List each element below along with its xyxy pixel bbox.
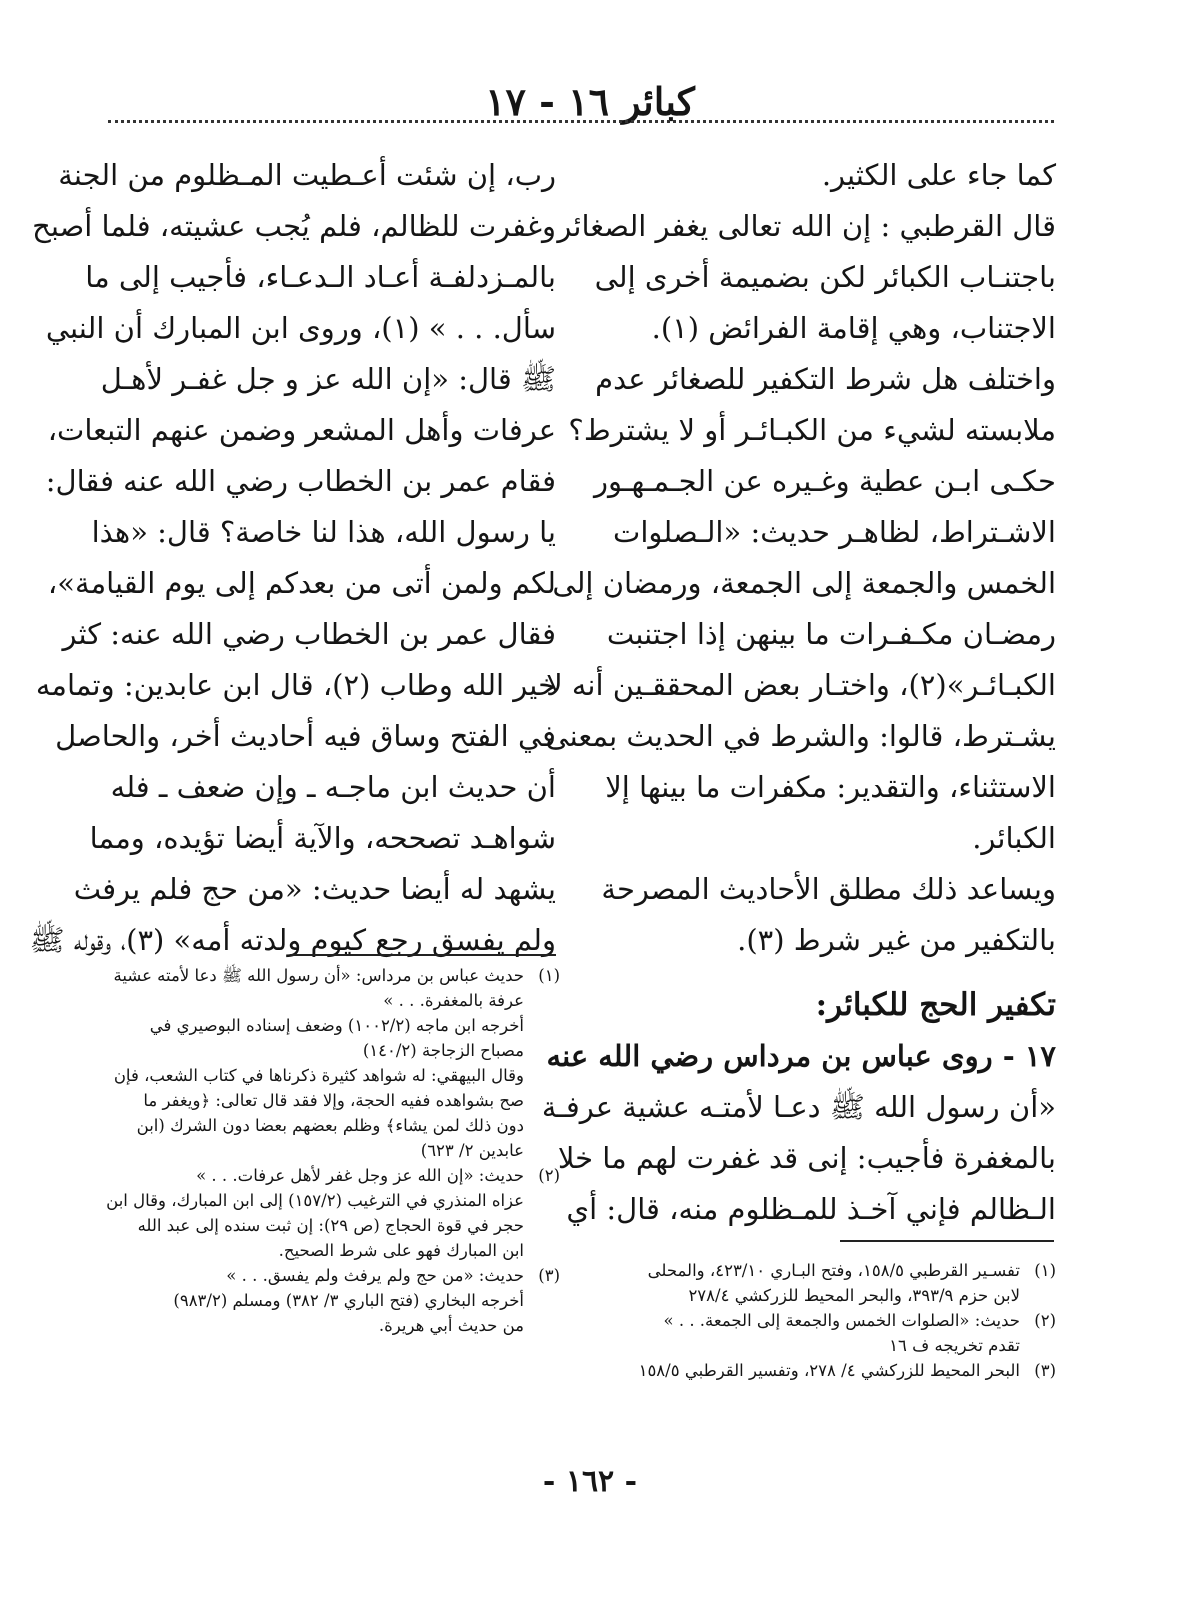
footnote-line: من حديث أبي هريرة. bbox=[378, 1316, 524, 1335]
footnote bbox=[108, 1163, 560, 1263]
text-line: الكبائر. bbox=[972, 821, 1056, 855]
text-line: خير الله وطاب (٢)، قال ابن عابدين: وتمامه bbox=[35, 668, 556, 702]
footnote-line: تقدم تخريجه ف ١٦ bbox=[889, 1336, 1020, 1355]
footnote-line: صح بشواهده ففيه الحجة، وإلا فقد قال تعالى: ﴿ويغفر ما bbox=[143, 1091, 524, 1110]
footnote-number: (١) bbox=[1034, 1261, 1056, 1280]
text-line: بالتكفير من غير شرط (٣). bbox=[737, 923, 1056, 957]
text-line: في الفتح وساق فيه أحاديث أخر، والحاصل bbox=[55, 719, 556, 753]
text-line: الاجتناب، وهي إقامة الفرائض (١). bbox=[651, 311, 1056, 345]
text-line: واختلف هل شرط التكفير للصغائر عدم bbox=[595, 362, 1056, 396]
text-line: شواهـد تصححه، والآية أيضا تؤيده، ومما bbox=[89, 821, 556, 855]
hadith-line: الـظالم فإني آخـذ للمـظلوم منه، قال: أي bbox=[566, 1192, 1056, 1226]
text-line: قال القرطبي : إن الله تعالى يغفر الصغائر bbox=[557, 209, 1056, 243]
footnote bbox=[108, 963, 560, 1163]
text-line: الاستثناء، والتقدير: مكفرات ما بينها إلا bbox=[605, 770, 1056, 804]
footnote-rule-left bbox=[290, 954, 556, 956]
footnote bbox=[108, 1263, 560, 1338]
text-line: لكم ولمن أتى من بعدكم إلى يوم القيامة»، bbox=[47, 566, 556, 600]
footnote-number: (٢) bbox=[538, 1166, 560, 1185]
text-line: يا رسول الله، هذا لنا خاصة؟ قال: «هذا bbox=[91, 515, 556, 549]
footnote-rule-right bbox=[840, 1240, 1054, 1242]
footnote-line: دون ذلك لمن يشاء﴾ وظلم بعضهم بعضا دون الشرك (ابن bbox=[136, 1116, 524, 1135]
text-line: ملابسته لشيء من الكبـائـر أو لا يشترط؟ bbox=[568, 413, 1056, 447]
text-line: يشهد له أيضا حديث: «من حج فلم يرفث bbox=[73, 872, 556, 906]
right-column bbox=[541, 150, 1056, 1235]
text-line: الكبـائـر»(٢)، واختـار بعض المحققـين أنه لا bbox=[546, 668, 1056, 702]
section-heading: تكفير الحج للكبائر: bbox=[815, 987, 1056, 1023]
footnote-line: حجر في قوة الحجاج (ص ٢٩): إن ثبت سنده إلى عبد الله bbox=[137, 1216, 524, 1235]
footnote-line: لابن حزم ٣٩٣/٩، والبحر المحيط للزركشي ٢٧٨/٤ bbox=[688, 1286, 1020, 1305]
text-line: عرفات وأهل المشعر وضمن عنهم التبعات، bbox=[47, 413, 556, 447]
footnote bbox=[610, 1258, 1056, 1308]
footnote-number: (٣) bbox=[538, 1266, 560, 1285]
text-line: فقام عمر بن الخطاب رضي الله عنه فقال: bbox=[45, 464, 556, 498]
footnote-line: حديث: «إن الله عز وجل غفر لأهل عرفات. . . » bbox=[196, 1166, 524, 1185]
footnotes-left bbox=[108, 963, 560, 1338]
text-line: رمضـان مكـفـرات ما بينهن إذا اجتنبت bbox=[606, 617, 1056, 651]
footnote-line: عرفة بالمغفرة. . . » bbox=[383, 991, 524, 1010]
left-column bbox=[29, 150, 556, 966]
footnote-number: (٢) bbox=[1034, 1311, 1056, 1330]
footnote-line: حديث عباس بن مرداس: «أن رسول الله ﷺ دعا لأمته عشية bbox=[113, 966, 524, 985]
text-line: وغفرت للظالم، فلم يُجب عشيته، فلما أصبح bbox=[32, 209, 556, 243]
text-line: الاشـتراط، لظاهـر حديث: «الـصلوات bbox=[613, 515, 1056, 549]
footnote-number: (١) bbox=[538, 966, 560, 985]
text-line: ولم يفسق رجع كيوم ولدته أمه» (٣)، وقوله ﷺ bbox=[29, 923, 556, 957]
footnote-line: مصباح الزجاجة (١٤٠/٢) bbox=[362, 1041, 524, 1060]
text-line: أن حديث ابن ماجـه ـ وإن ضعف ـ فله bbox=[110, 770, 556, 804]
header-dotted-rule bbox=[108, 120, 1054, 123]
text-line: فقال عمر بن الخطاب رضي الله عنه: كثر bbox=[62, 617, 556, 651]
footnote bbox=[610, 1358, 1056, 1383]
footnote-line: أخرجه ابن ماجه (١٠٠٢/٢) وضعف إسناده البوصيري في bbox=[149, 1016, 524, 1035]
running-header: كبائر ١٦ - ١٧ bbox=[485, 79, 695, 124]
footnotes-right bbox=[610, 1258, 1056, 1383]
text-line: بالمـزدلفـة أعـاد الـدعـاء، فأجيب إلى ما bbox=[85, 260, 556, 294]
text-line: باجتنـاب الكبائر لكن بضميمة أخرى إلى bbox=[594, 260, 1056, 294]
footnote-line: حديث: «الصلوات الخمس والجمعة إلى الجمعة. . . » bbox=[663, 1311, 1020, 1330]
footnote-line: البحر المحيط للزركشي ٤/ ٢٧٨، وتفسير القرطبي ١٥٨/٥ bbox=[638, 1361, 1020, 1380]
footnote-line: عابدين ٢/ ٦٢٣) bbox=[420, 1141, 524, 1160]
text-line: الخمس والجمعة إلى الجمعة، ورمضان إلى bbox=[552, 566, 1056, 600]
hadith-line: «أن رسول الله ﷺ دعـا لأمتـه عشية عرفـة bbox=[541, 1090, 1056, 1124]
footnote-line: تفسـير القرطبي ١٥٨/٥، وفتح البـاري ٤٢٣/١٠، والمحلى bbox=[647, 1261, 1020, 1280]
text-line: ﷺ قال: «إن الله عز و جل غفـر لأهـل bbox=[100, 362, 556, 396]
text-line: حكـى ابـن عطية وغـيره عن الجـمـهـور bbox=[593, 464, 1056, 498]
text-line: رب، إن شئت أعـطيت المـظلوم من الجنة bbox=[58, 158, 556, 192]
footnote-number: (٣) bbox=[1034, 1361, 1056, 1380]
hadith-line: بالمغفرة فأجيب: إنى قد غفرت لهم ما خلا bbox=[557, 1141, 1056, 1175]
section-gap bbox=[610, 966, 1056, 980]
footnote bbox=[610, 1308, 1056, 1358]
text-line: كما جاء على الكثير. bbox=[821, 158, 1056, 192]
footnote-line: حديث: «من حج ولم يرفث ولم يفسق. . . » bbox=[226, 1266, 524, 1285]
footnote-line: عزاه المنذري في الترغيب (١٥٧/٢) إلى ابن المبارك، وقال ابن bbox=[106, 1191, 524, 1210]
page-number: - ١٦٢ - bbox=[542, 1464, 638, 1499]
footnote-line: أخرجه البخاري (فتح الباري ٣/ ٣٨٢) ومسلم (٩٨٣/٢) bbox=[173, 1291, 524, 1310]
footnote-line: ابن المبارك فهو على شرط الصحيح. bbox=[278, 1241, 524, 1260]
text-line: سأل. . . » (١)، وروى ابن المبارك أن النبي bbox=[45, 311, 556, 345]
hadith-line: ١٧ - روى عباس بن مرداس رضي الله عنه bbox=[546, 1039, 1056, 1073]
footnote-line: وقال البيهقي: له شواهد كثيرة ذكرناها في كتاب الشعب، فإن bbox=[113, 1066, 524, 1085]
text-line: يشـترط، قالوا: والشرط في الحديث بمعنى bbox=[545, 719, 1056, 753]
text-line: ويساعد ذلك مطلق الأحاديث المصرحة bbox=[601, 872, 1056, 906]
